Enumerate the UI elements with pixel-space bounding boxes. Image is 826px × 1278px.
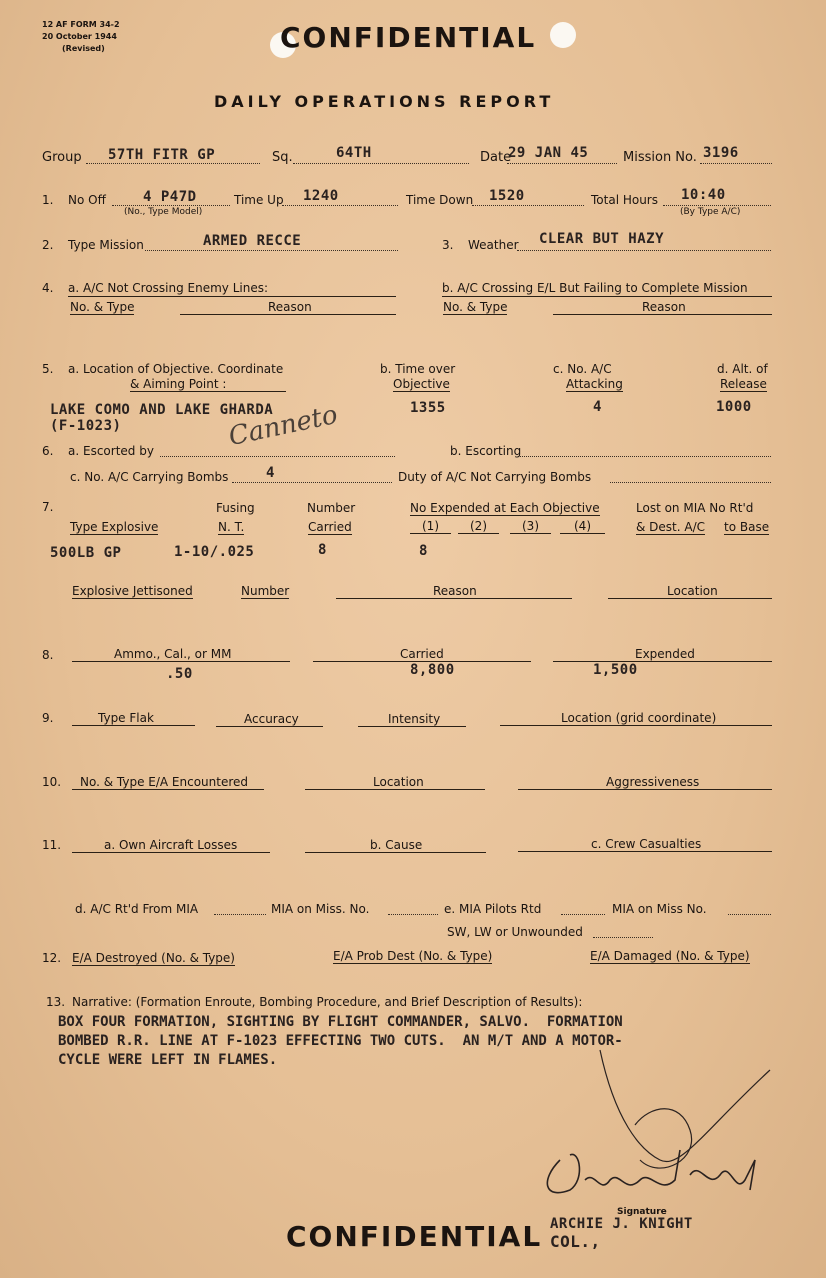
aggressiveness-line: [518, 789, 772, 790]
intensity-header: Intensity: [388, 712, 441, 726]
signature-scribble: [530, 1030, 790, 1210]
no-off-line: [112, 205, 230, 206]
escorted-by-line: [160, 456, 395, 457]
jettisoned-number: Number: [241, 584, 290, 598]
carrying-bombs-value: 4: [266, 465, 275, 481]
s5a-line1: a. Location of Objective. Coordinate: [68, 362, 284, 376]
mission-value: 3196: [703, 145, 739, 161]
group-line: [86, 163, 260, 164]
time-down-label: Time Down: [406, 193, 474, 207]
form-id-line1: 12 AF FORM 34-2: [42, 20, 120, 29]
own-losses-line: [72, 852, 270, 853]
sw-lw-label: SW, LW or Unwounded: [447, 925, 583, 939]
mia-miss-line: [388, 914, 438, 915]
explosive-type-value: 500LB GP: [50, 545, 122, 561]
s4a-col1: No. & Type: [70, 300, 135, 314]
page-title: DAILY OPERATIONS REPORT: [214, 92, 555, 111]
mia-miss2-label: MIA on Miss No.: [612, 902, 707, 916]
expended-line: [553, 661, 772, 662]
cause-header: b. Cause: [370, 838, 423, 852]
ea-prob-dest-header: E/A Prob Dest (No. & Type): [333, 949, 493, 963]
punch-hole-right: [550, 22, 576, 48]
form-id-line2: 20 October 1944: [42, 32, 117, 41]
time-up-line: [282, 205, 398, 206]
signatory-name: ARCHIE J. KNIGHT: [550, 1216, 693, 1232]
total-hours-value: 10:40: [681, 187, 726, 203]
s5c-line2: Attacking: [566, 377, 623, 391]
escorting-line: [520, 456, 771, 457]
time-up-value: 1240: [303, 188, 339, 204]
expended-value: 1,500: [593, 662, 638, 678]
cause-line: [305, 852, 486, 853]
s2-num: 2.: [42, 238, 54, 252]
type-mission-value: ARMED RECCE: [203, 233, 302, 249]
date-value: 29 JAN 45: [508, 145, 589, 161]
jettisoned-location: Location: [667, 584, 718, 598]
jettisoned-location-line: [608, 598, 772, 599]
fusing-header1: Fusing: [216, 501, 255, 515]
no-off-value: 4 P47D: [143, 189, 197, 205]
mission-line: [700, 163, 772, 164]
flak-location-line: [500, 725, 772, 726]
location-value2: (F-1023): [50, 418, 122, 434]
classification-top: CONFIDENTIAL: [280, 21, 537, 54]
s4a-col2: Reason: [268, 300, 312, 314]
s11-num: 11.: [42, 838, 62, 852]
s4b-label: b. A/C Crossing E/L But Failing to Complete Mission: [442, 281, 748, 295]
type-mission-line: [145, 250, 398, 251]
sw-lw-line: [593, 937, 653, 938]
expended-header: No Expended at Each Objective: [410, 501, 600, 515]
duty-line: [610, 482, 771, 483]
s4b-line: [442, 296, 772, 297]
fusing-header2: N. T.: [218, 520, 245, 534]
fusing-value: 1-10/.025: [174, 544, 255, 560]
s6-num: 6.: [42, 444, 54, 458]
s5b-line2: Objective: [393, 377, 450, 391]
narrative-line2: BOMBED R.R. LINE AT F-1023 EFFECTING TWO CUTS. AN M/T AND A MOTOR-: [58, 1033, 623, 1049]
s3-num: 3.: [442, 238, 454, 252]
aggressiveness-header: Aggressiveness: [606, 775, 700, 789]
expended-header2: Expended: [635, 647, 695, 661]
ea-destroyed-header: E/A Destroyed (No. & Type): [72, 951, 235, 965]
date-line: [507, 163, 617, 164]
location-value1: LAKE COMO AND LAKE GHARDA: [50, 402, 274, 418]
jettisoned-reason-line: [336, 598, 572, 599]
group-label: Group: [42, 150, 82, 165]
type-flak-header: Type Flak: [98, 711, 154, 725]
accuracy-header: Accuracy: [244, 712, 299, 726]
time-down-line: [472, 205, 584, 206]
total-hours-line: [663, 205, 771, 206]
narrative-line3: CYCLE WERE LEFT IN FLAMES.: [58, 1052, 278, 1068]
ea-encountered-header: No. & Type E/A Encountered: [80, 775, 249, 789]
ammo-line: [72, 661, 290, 662]
s4b-col2-line: [553, 314, 772, 315]
sq-value: 64TH: [336, 145, 372, 161]
rtd-from-mia-line: [214, 914, 266, 915]
mia-miss-label: MIA on Miss. No.: [271, 902, 370, 916]
no-off-note: (No., Type Model): [124, 207, 203, 217]
s5a-line2: & Aiming Point :: [130, 377, 286, 392]
no-off-label: No Off: [68, 193, 106, 207]
carried-header: Carried: [400, 647, 444, 661]
flak-location-header: Location (grid coordinate): [561, 711, 717, 725]
jettisoned-label: Explosive Jettisoned: [72, 584, 193, 598]
lost-header1: Lost on MIA No Rt'd: [636, 501, 754, 515]
obj-col-3: (3): [510, 519, 551, 534]
escorted-by-label: a. Escorted by: [68, 444, 154, 458]
s4a-label: a. A/C Not Crossing Enemy Lines:: [68, 281, 269, 295]
carrying-bombs-label: c. No. A/C Carrying Bombs: [70, 470, 229, 484]
weather-line: [517, 250, 771, 251]
ammo-value: .50: [166, 666, 193, 682]
s5c-line1: c. No. A/C: [553, 362, 612, 376]
obj-col-1: (1): [410, 519, 451, 534]
s4a-line: [68, 296, 396, 297]
time-down-value: 1520: [489, 188, 525, 204]
sq-line: [293, 163, 469, 164]
ammo-header: Ammo., Cal., or MM: [114, 647, 232, 661]
s12-num: 12.: [42, 951, 62, 965]
total-hours-label: Total Hours: [591, 193, 658, 207]
weather-label: Weather: [468, 238, 519, 252]
mission-label: Mission No.: [623, 150, 697, 165]
number-header1: Number: [307, 501, 356, 515]
s13-num: 13.: [46, 995, 66, 1009]
s4b-col1: No. & Type: [443, 300, 508, 314]
weather-value: CLEAR BUT HAZY: [539, 231, 665, 247]
crew-casualties-line: [518, 851, 772, 852]
type-explosive-header: Type Explosive: [70, 520, 159, 534]
signature-label: Signature: [617, 1207, 667, 1217]
type-mission-label: Type Mission: [68, 238, 144, 252]
handwritten-note: Canneto: [226, 399, 341, 453]
rtd-from-mia-label: d. A/C Rt'd From MIA: [75, 902, 199, 916]
obj1-value: 8: [419, 543, 428, 559]
number-header2: Carried: [308, 520, 352, 534]
time-up-label: Time Up: [234, 193, 284, 207]
type-flak-line: [72, 725, 195, 726]
ea-damaged-header: E/A Damaged (No. & Type): [590, 949, 750, 963]
s1-num: 1.: [42, 193, 54, 207]
s4b-col2: Reason: [642, 300, 686, 314]
signatory-rank: COL.,: [550, 1232, 601, 1251]
s5d-line2: Release: [720, 377, 767, 391]
obj-col-4: (4): [560, 519, 605, 534]
release-value: 1000: [716, 399, 752, 415]
lost-header2a: & Dest. A/C: [636, 520, 706, 534]
carried-value: 8,800: [410, 662, 455, 678]
jettisoned-reason: Reason: [433, 584, 477, 598]
s4a-col2-line: [180, 314, 396, 315]
classification-bottom: CONFIDENTIAL: [286, 1220, 543, 1253]
s5-num: 5.: [42, 362, 54, 376]
accuracy-line: [216, 726, 323, 727]
narrative-label: Narrative: (Formation Enroute, Bombing Procedure, and Brief Description of Results):: [72, 995, 583, 1009]
date-label: Date: [480, 150, 512, 165]
lost-header2b: to Base: [724, 520, 770, 534]
total-hours-note: (By Type A/C): [680, 207, 741, 217]
time-over-value: 1355: [410, 400, 446, 416]
number-carried-value: 8: [318, 542, 327, 558]
intensity-line: [358, 726, 466, 727]
s4-num: 4.: [42, 281, 54, 295]
mia-pilots-line: [561, 914, 605, 915]
mia-miss2-line: [728, 914, 771, 915]
sq-label: Sq.: [272, 150, 293, 165]
s10-num: 10.: [42, 775, 62, 789]
carrying-bombs-line: [232, 482, 392, 483]
ea-encountered-line: [72, 789, 264, 790]
ea-location-line: [305, 789, 485, 790]
mia-pilots-label: e. MIA Pilots Rtd: [444, 902, 542, 916]
attacking-value: 4: [593, 399, 602, 415]
escorting-label: b. Escorting: [450, 444, 522, 458]
own-losses-header: a. Own Aircraft Losses: [104, 838, 238, 852]
s8-num: 8.: [42, 648, 54, 662]
s5d-line1: d. Alt. of: [717, 362, 768, 376]
ea-location-header: Location: [373, 775, 424, 789]
duty-label: Duty of A/C Not Carrying Bombs: [398, 470, 592, 484]
s9-num: 9.: [42, 711, 54, 725]
crew-casualties-header: c. Crew Casualties: [591, 837, 702, 851]
obj-col-2: (2): [458, 519, 499, 534]
s7-num: 7.: [42, 500, 54, 514]
narrative-line1: BOX FOUR FORMATION, SIGHTING BY FLIGHT COMMANDER, SALVO. FORMATION: [58, 1014, 623, 1030]
form-id-line3: (Revised): [62, 44, 105, 53]
s5b-line1: b. Time over: [380, 362, 456, 376]
group-value: 57TH FITR GP: [108, 147, 216, 163]
